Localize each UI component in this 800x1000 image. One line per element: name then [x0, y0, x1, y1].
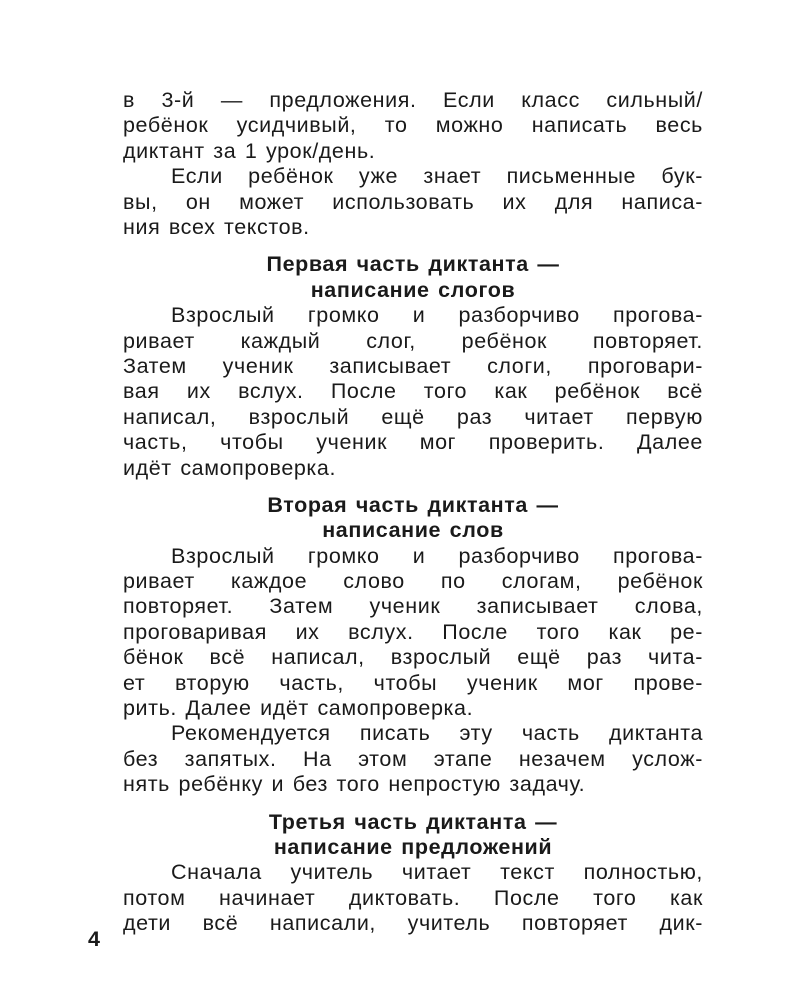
- text-line: часть, чтобы ученик мог проверить. Далее: [123, 430, 703, 455]
- heading-line: написание предложений: [273, 835, 553, 860]
- section-2-heading: [123, 493, 703, 544]
- text-line: Если ребёнок уже знает письменные бук-: [171, 164, 703, 189]
- text-line: Взрослый громко и разборчиво прогова-: [171, 303, 703, 328]
- text-line: Затем ученик записывает слоги, проговари-: [123, 353, 703, 378]
- text-line: вая их вслух. После того как ребёнок всё: [123, 379, 703, 404]
- page-number: 4: [88, 927, 100, 951]
- text-line: ет вторую часть, чтобы ученик мог прове-: [123, 670, 703, 695]
- text-line: идёт самопроверка.: [123, 455, 337, 480]
- intro-paragraph: [123, 88, 703, 164]
- heading-line: Вторая часть диктанта —: [267, 492, 559, 517]
- heading-line: написание слогов: [310, 277, 516, 302]
- text-line: в 3-й — предложения. Если класс сильный/: [123, 88, 703, 112]
- section-1-heading: [123, 252, 703, 303]
- text-line: ния всех текстов.: [123, 214, 310, 239]
- text-line: повторяет. Затем ученик записывает слова,: [123, 594, 703, 619]
- intro-paragraph-2: [123, 164, 703, 240]
- text-line: проговаривая их вслух. После того как ре-: [123, 619, 703, 644]
- text-line: ривает каждый слог, ребёнок повторяет.: [123, 328, 703, 353]
- heading-line: написание слов: [322, 518, 504, 543]
- section-2-paragraph: [123, 544, 703, 722]
- section-3-heading: [123, 810, 703, 861]
- text-line: потом начинает диктовать. После того как: [123, 885, 703, 910]
- heading-line: Первая часть диктанта —: [266, 252, 560, 277]
- page-body: [123, 88, 703, 937]
- text-line: нять ребёнку и без того непростую задачу.: [123, 772, 586, 797]
- section-2-paragraph-2: [123, 721, 703, 797]
- heading-line: Третья часть диктанта —: [268, 809, 558, 834]
- text-line: дети всё написали, учитель повторяет дик-: [123, 911, 703, 936]
- section-1-paragraph: [123, 303, 703, 481]
- text-line: Сначала учитель читает текст полностью,: [171, 860, 703, 885]
- text-line: диктант за 1 урок/день.: [123, 138, 376, 163]
- text-line: ривает каждое слово по слогам, ребёнок: [123, 569, 703, 594]
- text-line: написал, взрослый ещё раз читает первую: [123, 404, 703, 429]
- text-line: бёнок всё написал, взрослый ещё раз чита-: [123, 645, 703, 670]
- text-line: рить. Далее идёт самопроверка.: [123, 696, 474, 721]
- text-line: Взрослый громко и разборчиво прогова-: [171, 543, 703, 568]
- text-line: Рекомендуется писать эту часть диктанта: [171, 721, 703, 746]
- text-line: без запятых. На этом этапе незачем услож-: [123, 746, 703, 771]
- text-line: ребёнок усидчивый, то можно написать весь: [123, 113, 703, 138]
- text-line: вы, он может использовать их для написа-: [123, 189, 703, 214]
- section-3-paragraph: [123, 860, 703, 936]
